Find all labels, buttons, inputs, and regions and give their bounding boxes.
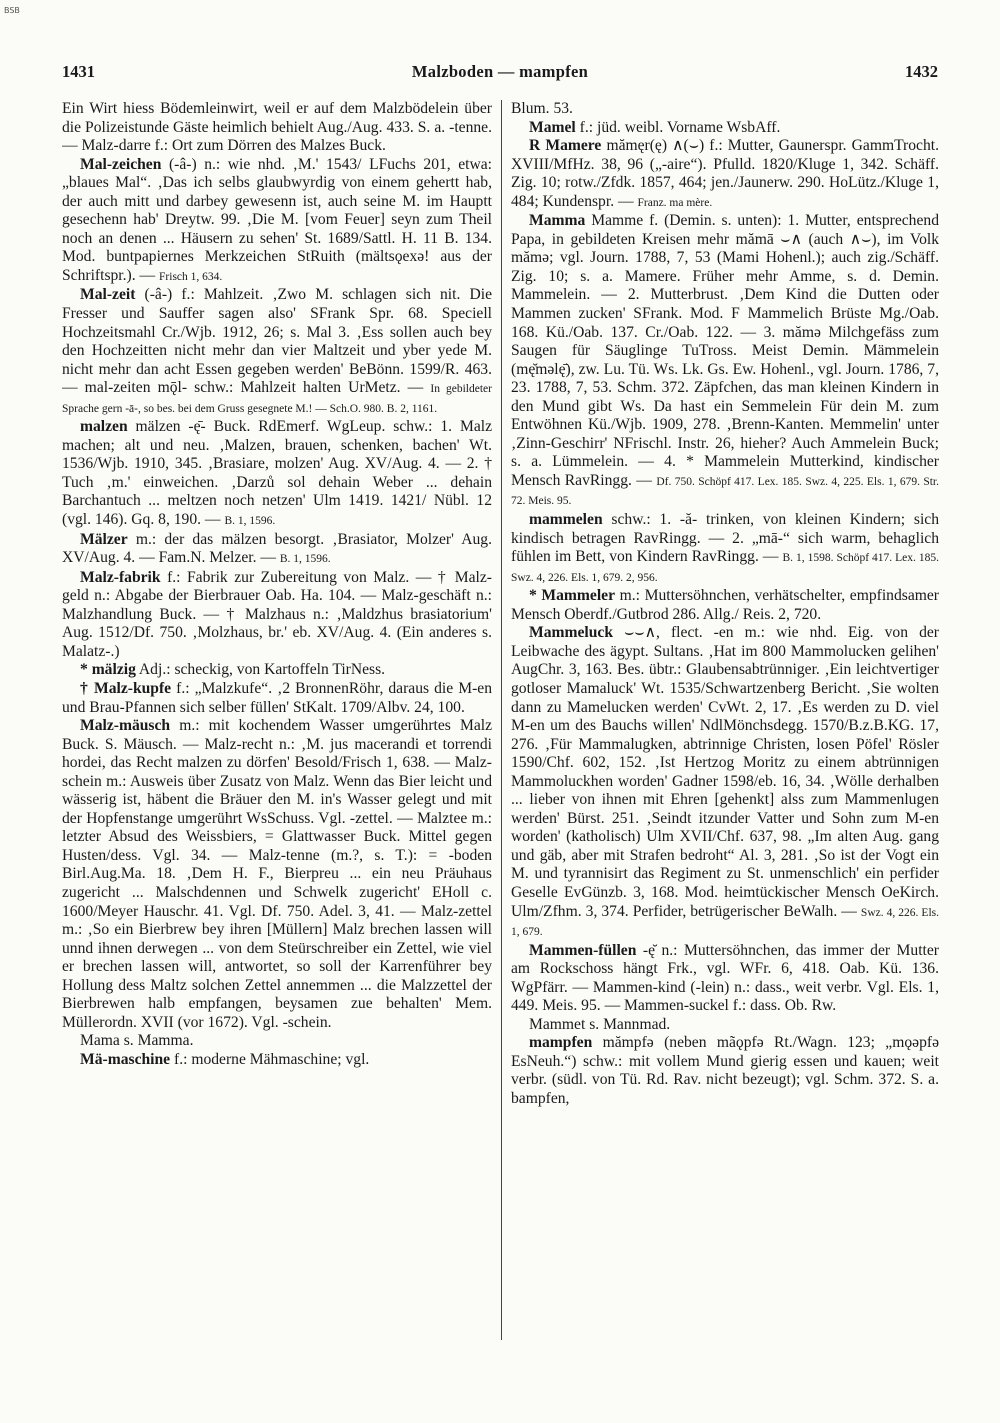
entry-references: Swz. 4, 226. Els. 1, 679. [511, 906, 939, 939]
text-paragraph [62, 100, 492, 156]
dictionary-entry [511, 511, 939, 587]
entry-lemma: Mälzer [80, 530, 128, 548]
library-stamp: BSB [4, 6, 20, 15]
entry-references: Frisch 1, 634. [159, 270, 223, 283]
entry-text: Mamme f. (Demin. s. unten): 1. Mutter, entsprechend Papa, in gebildeten Kreisen mehr mămā ⌣∧ (auch ∧⌣), im Volk mămə; vgl. Journ. 1788, 7, 53 (Mami Hohenl.); auch zig./Schäff. Zig. 10; s. a. Mamere. Früher mehr Amme, s. d. Demin. Mammelein. — 2. Mutterbrust. ‚Dem Kind die Dutten oder Mammen zucken' SFrank. Mod. F Mammelich Brüste Mg./Oab. 168. Kü./Oab. 137. Cr./Oab. 122. — 3. mămə Milchgefäss zum Saugen für Säuglinge TuTross. Meist Demin. Mämmelein (mę̆məlę̄), zw. Lu. Tü. Ws. Lk. Gs. Ew. Hohenl., vgl. Journ. 1786, 7, 23. 1788, 7, 53. Schm. 372. Zäpfchen, das man kleinen Kindern in den Mund gibt Ws. Da hast ein Semmelein Für dein M. zum Entwöhnen Kü./Wjb. 1909, 278. ‚Brenn-Kanten. Memmelin' unter ‚Zinn-Geschirr' NFrischl. Instr. 26, hieher? Auch Ammelein Buck; s. a. Lümmelein. — 4. * Mammelein Mutterkind, kindischer Mensch RavRingg. — [511, 212, 939, 489]
entry-text: Mammet s. Mannmad. [529, 1015, 671, 1033]
entry-text: f.: jüd. weibl. Vorname WsbAff. [579, 118, 781, 136]
entry-text: mămpfə (neben mãǫpfə Rt./Wagn. 123; „mǫəpfə EsNeuh.“) schw.: mit vollem Mund gierig essen und kauen; weit verbr. (südl. von Tü. Rd. Rav. nicht bezeugt); vgl. Schm. 372. S. a. bampfen, [511, 1034, 939, 1107]
entry-lemma: † Malz-kupfe [80, 679, 172, 697]
dictionary-entry [62, 680, 492, 717]
entry-text: f.: Fabrik zur Zubereitung von Malz. — † Malz-geld n.: Abgabe der Bierbrauer Oab. Ha. 104. — Malz-geschäft n.: Malzhandlung Buck. — † Malzhaus n.: ‚Maldzhus brasiatorium' Aug. 1512/Df. 750. ‚Molzhaus, br.' eb. XV/Aug. 4. (Ein anderes s. Malatz-.) [62, 568, 492, 660]
entry-text: -ę̆ n.: Muttersöhnchen, das immer der Mutter am Rockschoss hängt Frk., vgl. WFr. 6, 418. Oab. Kü. 136. WgPfärr. — Mammen-kind (-lein) n.: dass., weit verbr. Vgl. Els. 1, 449. Meis. 95. — Mammen-suckel f.: dass. Ob. Rw. [511, 941, 939, 1015]
entry-references: Franz. ma mère. [637, 196, 713, 209]
dictionary-entry [511, 212, 939, 511]
dictionary-entry [511, 119, 939, 138]
dictionary-entry [62, 661, 492, 680]
running-title: Malzboden — mampfen [411, 62, 589, 81]
entry-text: Blum. 53. [511, 100, 573, 117]
entry-lemma: R Mamere [529, 137, 602, 155]
entry-text: (-â-) n.: wie nhd. ‚M.' 1543/ LFuchs 201, etwa: „blaues Mal“. ‚Das ich selbs glaubwyrdig von einem gehertt hab, der auch mitt und darbey gewesenn ist, auch seine M. im Hauptt gesechenn hab' Dreytw. 99. ‚Die M. [vom Feuer] seyn zum Theil noch an denen ... Häusern zu sehen' St. 1689/Sattl. H. 11 B. 134. Mod. buntpapiernes Merkzeichen StRuith (mältsǫexə! aus der Schriftspr.). — [62, 155, 492, 284]
entry-text: ⌣⌣∧, flect. -en m.: wie nhd. Eig. von der Leibwache des ägypt. Sultans. ‚Hat im 800 Mammolucken gelihen' AugChr. 3, 163. Bes. übtr.: Glaubensabtrünniger. ‚Ein leichtvertiger gotloser Mamaluck' Wt. 1535/Schwartzenberg Bericht. ‚Sie wolten dann zu Mamelucken werden' CvWt. 2, 17. ‚Es werden zu D. viel M-en um des Bauchs willen' NdlMönchsdegg. 1570/B.z.B.KG. 17, 276. ‚Für Mammalugken, abtrinnige Christen, losen Pöfel' Rösler 1590/Chf. 602, 152. ‚Ist Hertzog Moritz zu einem abtrünnigen Mammoluckhen worden' Gadner 1598/eb. 16, 34. ‚Wölle derhalben ... lieber von ihnen mit Ehren [gehenkt] alss zum Mammenlugen werden' Bürst. 251. ‚Seindt itzunder Vatter und Sohn zum M-en worden' (katholisch) Ulm XVII/Chf. 637, 98. „Im alten Aug. gang und gäb, aber mit Strafen bedroht“ Al. 3, 281. ‚So ist der Vogt ein M. und tyrannisirt das Regiment zu St. unmenschlich' ein perfider Geselle EvGünzb. 3, 168. Mod. heimtückischer Mensch OeKirch. Ulm/Zfhm. 3, 374. Perfider, betrügerischer BeWalh. — [511, 624, 939, 920]
dictionary-entry [62, 717, 492, 1032]
text-paragraph [511, 1016, 939, 1035]
text-paragraph [511, 100, 939, 119]
entry-references: Df. 750. Schöpf 417. Lex. 185. Swz. 4, 225. Els. 1, 679. Str. 72. Meis. 95. [511, 475, 939, 508]
entry-references: B. 1, 1596. [279, 553, 331, 566]
dictionary-entry [511, 1034, 939, 1108]
entry-lemma: Malz-mäusch [80, 717, 171, 735]
entry-lemma: Mal-zeichen [80, 155, 162, 173]
entry-text: Adj.: scheckig, von Kartoffeln TirNess. [138, 661, 386, 679]
entry-lemma: mammelen [529, 511, 603, 529]
entry-references: B. 1, 1598. Schöpf 417. Lex. 185. Swz. 4, 226. Els. 1, 679. 2, 956. [511, 552, 939, 584]
dictionary-entry [511, 137, 939, 212]
entry-text: mămęr(ę) ∧(⌣) f.: Mutter, Gaunerspr. GammTrocht. XVIII/MfHz. 38, 96 („-aire“). Pfulld. 1820/Kluge 1, 342. Schäff. Zig. 10; rotw./Zfdk. 1857, 464; jen./Jaunerw. 290. HoLütz./Kluge 1, 484; Kundenspr. — [511, 137, 939, 210]
entry-lemma: Mal-zeit [80, 286, 136, 304]
dictionary-entry [62, 1051, 492, 1070]
entry-text: Mama s. Mamma. [80, 1032, 194, 1050]
entry-text: schw.: 1. -ă- trinken, von kleinen Kindern; sich kindisch betragen RavRingg. — 2. „mā-“ sich warm, behaglich fühlen im Bett, von Kindern RavRingg. — [511, 511, 939, 566]
entry-lemma: malzen [80, 418, 128, 436]
right-column [511, 100, 939, 1350]
dictionary-entry [62, 286, 492, 418]
dictionary-entry [62, 569, 492, 662]
text-paragraph [62, 1032, 492, 1051]
entry-text: m.: Muttersöhnchen, verhätschelter, empfindsamer Mensch Oberdf./Gutbrod 286. Allg./ Reis. 2, 720. [511, 587, 939, 623]
entry-text: m.: mit kochendem Wasser umgerührtes Malz Buck. S. Mäusch. — Malz-recht n.: ‚M. jus macerandi et torrendi hordei, das Recht malzen zu dörfen' Besold/Frisch 1, 638. — Malz-schein m.: Ausweis über Zusatz von Malz. Wenn das Bier leicht und wässerig ist, häbent die Bräuer den M. in's Wasser gelegt und mit der Hopfenstange umgerührt WsSchuss. Vgl. -zettel. — Malztee m.: letzter Absud des Weissbiers, = Glattwasser Buck. Mittel gegen Husten/dess. Vgl. 34. — Malz-tenne (m.?, s. T.): = -boden Birl.Aug.Ma. 18. ‚Dem H. F., Bierpreu ... ein neu Präuhaus zugericht ... Malschdennen und Schwelk zugericht' EHoll c. 1600/Meyer Hauschr. 41. Vgl. Df. 750. Adel. 3, 41. — Malz-zettel m.: ‚So ein Bierbrew bey ihren [Müllern] Malz brechen lassen will unnd ihnen derwegen ... von dem Steürschreiber ein Zettel, wie viel er brechen lassen will, antwortet, so soll der Karrenführer bey Hollung dess Maltz solchen Zettel annemmen ... die Malzzettel der Bierbrewen halb empfangen, beysamen zue behalten' Mem. Müllerordn. XVII (vor 1672). Vgl. -schein. [62, 717, 492, 1031]
dictionary-entry [62, 418, 492, 530]
entry-text: f.: „Malzkufe“. ‚2 BronnenRöhr, daraus die M-en und Brau-Pfannen sich selber füllen' StKalt. 1709/Albv. 24, 100. [62, 679, 492, 716]
entry-text: f.: moderne Mähmaschine; vgl. [174, 1050, 370, 1068]
entry-text: (-â-) f.: Mahlzeit. ‚Zwo M. schlagen sich nit. Die Fresser und Sauffer sagen also' SFrank Spr. 68. Speciell Hochzeitsmahl Cr./Wjb. 1912, 26; s. Mal 3. ‚Ess sollen auch bey den Hochzeitten nicht mehr dan vier Maltzeit und yber yede M. nicht mehr dan acht Essen gegeben werden' BeBönn. 1599/R. 463. — mal-zeiten mǭl- schw.: Mahlzeit halten UrMetz. — [62, 286, 492, 397]
entry-lemma: Mamel [529, 118, 576, 136]
entry-references: B. 1, 1596. [224, 515, 276, 528]
dictionary-entry [511, 587, 939, 624]
entry-lemma: * Mammeler [529, 587, 616, 605]
dictionary-entry [511, 942, 939, 1016]
entry-references: In gebildeter Sprache gern -ā-, so bes. bei dem Gruss gesegnete M.! — Sch.O. 980. B. 2, 1161. [62, 383, 492, 415]
entry-lemma: Mammeluck [529, 624, 614, 642]
entry-lemma: Mä-maschine [80, 1050, 171, 1068]
dictionary-entry [62, 156, 492, 287]
page-number-left: 1431 [62, 62, 95, 81]
left-column [62, 100, 492, 1350]
entry-text: Ein Wirt hiess Bödemleinwirt, weil er auf dem Malzbödelein über die Polizeistunde Gäste heimlich behielt Aug./Aug. 433. S. a. -tenne. — Malz-darre f.: Ort zum Dörren des Malzes Buck. [62, 100, 492, 155]
entry-lemma: Mamma [529, 212, 586, 230]
page-header [62, 62, 938, 88]
dictionary-entry [511, 624, 939, 941]
column-divider [501, 100, 502, 1340]
entry-lemma: mampfen [529, 1034, 593, 1052]
entry-lemma: Mammen-füllen [529, 941, 637, 959]
dictionary-entry [62, 531, 492, 569]
entry-lemma: Malz-fabrik [80, 568, 161, 586]
entry-text: mälzen -ę̄- Buck. RdEmerf. WgLeup. schw.: 1. Malz machen; alt und neu. ‚Malzen, brauen, schenken, bachen' Wt. 1536/Wjb. 1910, 345. ‚Brasiare, molzen' Aug. XV/Aug. 4. — 2. † Tuch ‚m.' einweichen. ‚Darzů sol dehain Weber ... dehain Barchantuch ... meltzen noch netzen' Ulm 1419. 1421/ Nübl. 12 (vgl. 146). Gq. 8, 190. — [62, 418, 492, 529]
page-number-right: 1432 [905, 62, 938, 81]
entry-lemma: * mälzig [80, 661, 136, 679]
entry-text: m.: der das mälzen besorgt. ‚Brasiator, Molzer' Aug. XV/Aug. 4. — Fam.N. Melzer. — [62, 530, 492, 567]
